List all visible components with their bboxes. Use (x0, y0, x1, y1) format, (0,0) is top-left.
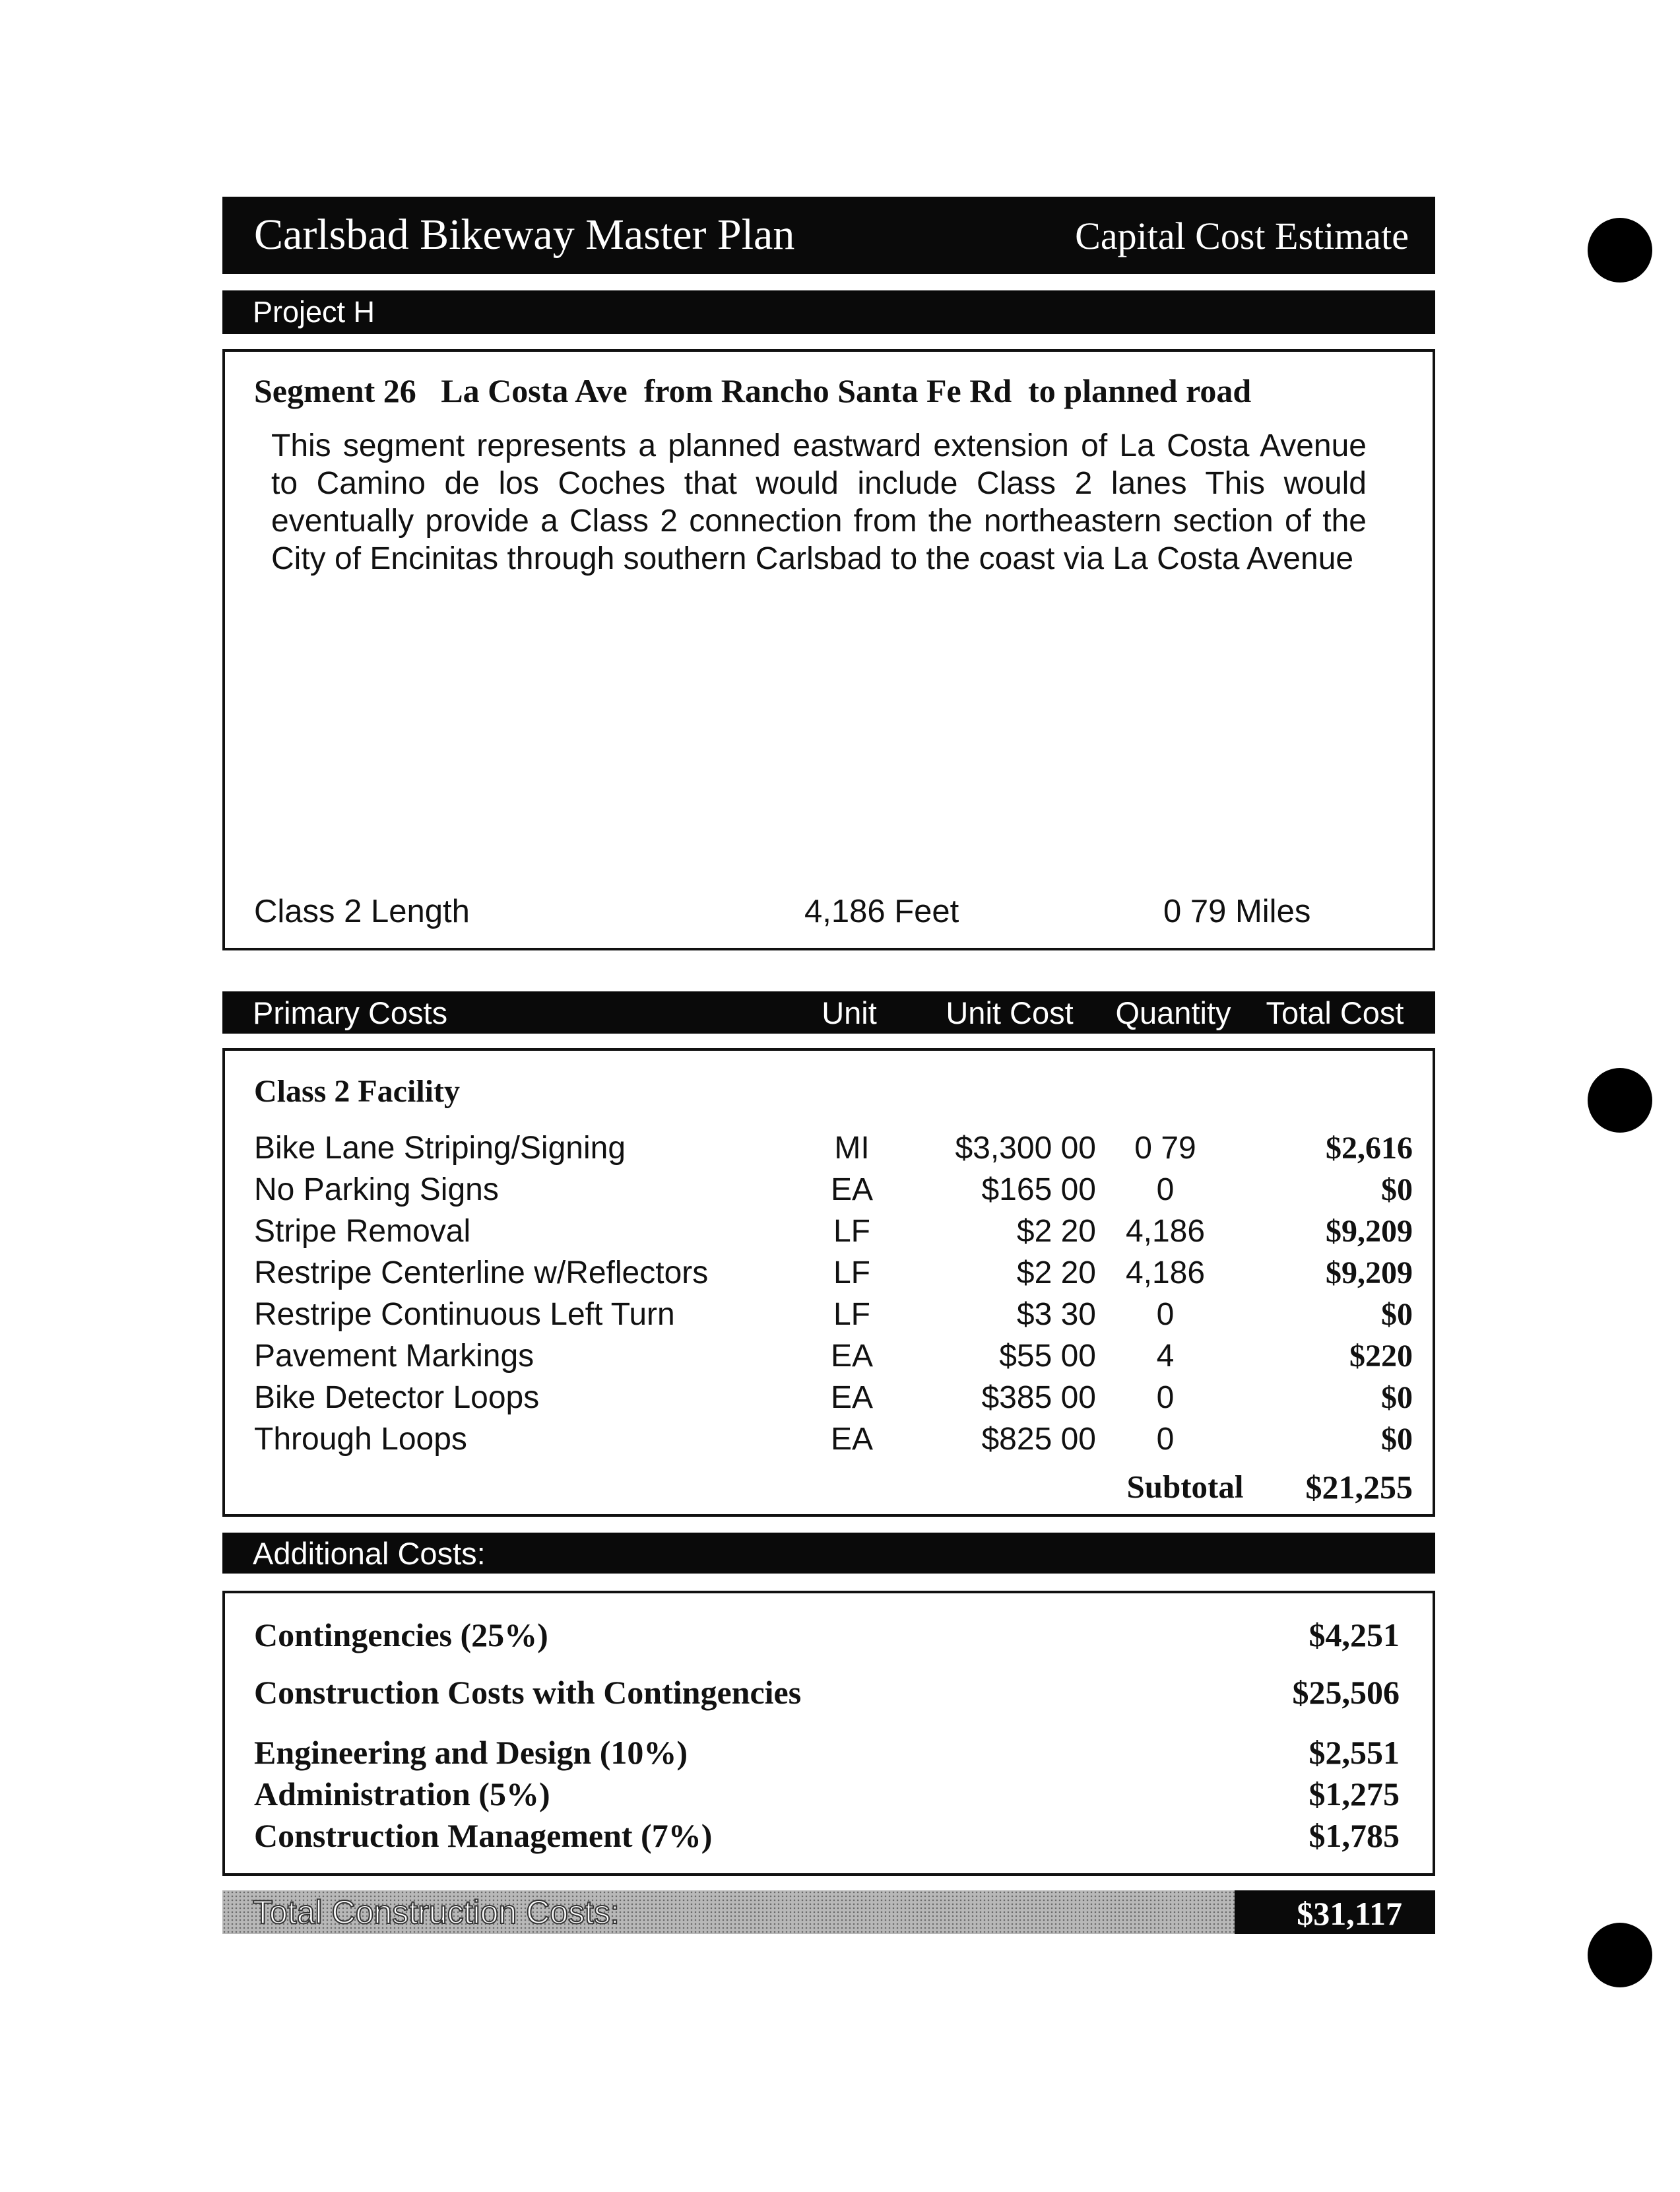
table-row (225, 1255, 1433, 1296)
row-total: $0 (1381, 1172, 1413, 1207)
additional-costs-table (222, 1591, 1435, 1876)
row-name: No Parking Signs (254, 1172, 499, 1207)
length-label: Class 2 Length (254, 894, 470, 929)
primary-costs-header (222, 991, 1435, 1034)
total-construction-costs-label: Total Construction Costs: (253, 1894, 620, 1931)
segment-box (222, 349, 1435, 950)
primary-costs-table (222, 1048, 1435, 1517)
row-unit: EA (830, 1172, 874, 1207)
additional-row-value: $1,785 (1308, 1817, 1400, 1854)
table-row (225, 1421, 1433, 1462)
punch-hole-top (1588, 218, 1652, 282)
table-row (225, 1172, 1433, 1212)
column-header-total-cost: Total Cost (1266, 995, 1404, 1030)
row-total: $9,209 (1326, 1255, 1413, 1290)
row-unit-cost: $55 00 (999, 1339, 1096, 1374)
row-unit-cost: $3 30 (1016, 1297, 1096, 1332)
row-name: Bike Lane Striping/Signing (254, 1131, 626, 1166)
row-name: Through Loops (254, 1422, 467, 1457)
punch-hole-middle (1588, 1068, 1652, 1133)
additional-costs-header (222, 1533, 1435, 1574)
row-quantity: 4,186 (1125, 1255, 1206, 1290)
row-unit-cost: $2 20 (1016, 1255, 1096, 1290)
row-unit-cost: $825 00 (981, 1422, 1096, 1457)
row-total: $0 (1381, 1297, 1413, 1332)
total-value-box (1235, 1890, 1435, 1934)
subtotal-value: $21,255 (1305, 1469, 1413, 1506)
subtotal-label: Subtotal (1126, 1469, 1244, 1505)
column-header-unit: Unit (822, 995, 877, 1030)
additional-row-label: Construction Costs with Contingencies (254, 1674, 802, 1711)
row-unit: EA (830, 1422, 874, 1457)
additional-row-label: Contingencies (25%) (254, 1616, 548, 1653)
table-row (225, 1213, 1433, 1254)
row-name: Bike Detector Loops (254, 1380, 540, 1415)
table-row (225, 1379, 1433, 1420)
column-header-quantity: Quantity (1115, 995, 1231, 1030)
row-total: $9,209 (1326, 1214, 1413, 1249)
additional-row-value: $25,506 (1292, 1674, 1400, 1711)
facility-title: Class 2 Facility (254, 1074, 460, 1109)
segment-title: Segment 26 La Costa Ave from Rancho Santa Fe Rd to planned road (254, 372, 1252, 409)
column-header-unit-cost: Unit Cost (946, 995, 1074, 1030)
additional-row-label: Construction Management (7%) (254, 1817, 713, 1854)
length-miles: 0 79 Miles (1163, 894, 1311, 929)
row-total: $0 (1381, 1380, 1413, 1415)
row-unit: EA (830, 1339, 874, 1374)
row-unit-cost: $385 00 (981, 1380, 1096, 1415)
row-unit-cost: $2 20 (1016, 1214, 1096, 1249)
table-row (225, 1296, 1433, 1337)
title-bar (222, 197, 1435, 274)
row-quantity: 0 (1156, 1297, 1175, 1332)
punch-hole-bottom (1588, 1923, 1652, 1987)
document-title: Carlsbad Bikeway Master Plan (254, 211, 795, 259)
row-name: Restripe Continuous Left Turn (254, 1297, 675, 1332)
row-unit: LF (833, 1255, 870, 1290)
row-quantity: 4 (1156, 1339, 1175, 1374)
table-row (225, 1130, 1433, 1171)
additional-row-value: $4,251 (1308, 1616, 1400, 1653)
total-construction-costs-value: $31,117 (1297, 1895, 1402, 1932)
row-quantity: 0 79 (1134, 1131, 1196, 1166)
row-unit: MI (834, 1131, 870, 1166)
row-unit-cost: $165 00 (981, 1172, 1096, 1207)
row-quantity: 4,186 (1125, 1214, 1206, 1249)
row-total: $0 (1381, 1422, 1413, 1457)
total-construction-costs-bar (222, 1890, 1435, 1934)
additional-costs-label: Additional Costs: (253, 1536, 486, 1571)
additional-row-label: Engineering and Design (10%) (254, 1734, 688, 1771)
project-bar (222, 290, 1435, 334)
row-name: Pavement Markings (254, 1339, 534, 1374)
table-row (225, 1338, 1433, 1379)
row-total: $2,616 (1326, 1131, 1413, 1166)
primary-costs-label: Primary Costs (253, 995, 448, 1030)
row-unit: LF (833, 1214, 870, 1249)
row-name: Stripe Removal (254, 1214, 471, 1249)
row-quantity: 0 (1156, 1380, 1175, 1415)
document-subtitle: Capital Cost Estimate (1075, 215, 1409, 257)
length-feet: 4,186 Feet (804, 894, 959, 929)
row-quantity: 0 (1156, 1172, 1175, 1207)
row-unit-cost: $3,300 00 (955, 1131, 1096, 1166)
row-quantity: 0 (1156, 1422, 1175, 1457)
additional-row-label: Administration (5%) (254, 1776, 550, 1812)
additional-row-value: $1,275 (1308, 1776, 1400, 1812)
project-label: Project H (253, 295, 375, 329)
row-name: Restripe Centerline w/Reflectors (254, 1255, 709, 1290)
row-unit: EA (830, 1380, 874, 1415)
row-total: $220 (1349, 1339, 1413, 1374)
row-unit: LF (833, 1297, 870, 1332)
additional-row-value: $2,551 (1308, 1734, 1400, 1771)
segment-description: This segment represents a planned eastward extension of La Costa Avenue to Camino de los Coches that would include Class 2 lanes This would eventually provide a Class 2 connection from the northeastern section of the City of Encinitas through southern Carlsbad to the coast via La Costa Avenue (271, 428, 1367, 576)
